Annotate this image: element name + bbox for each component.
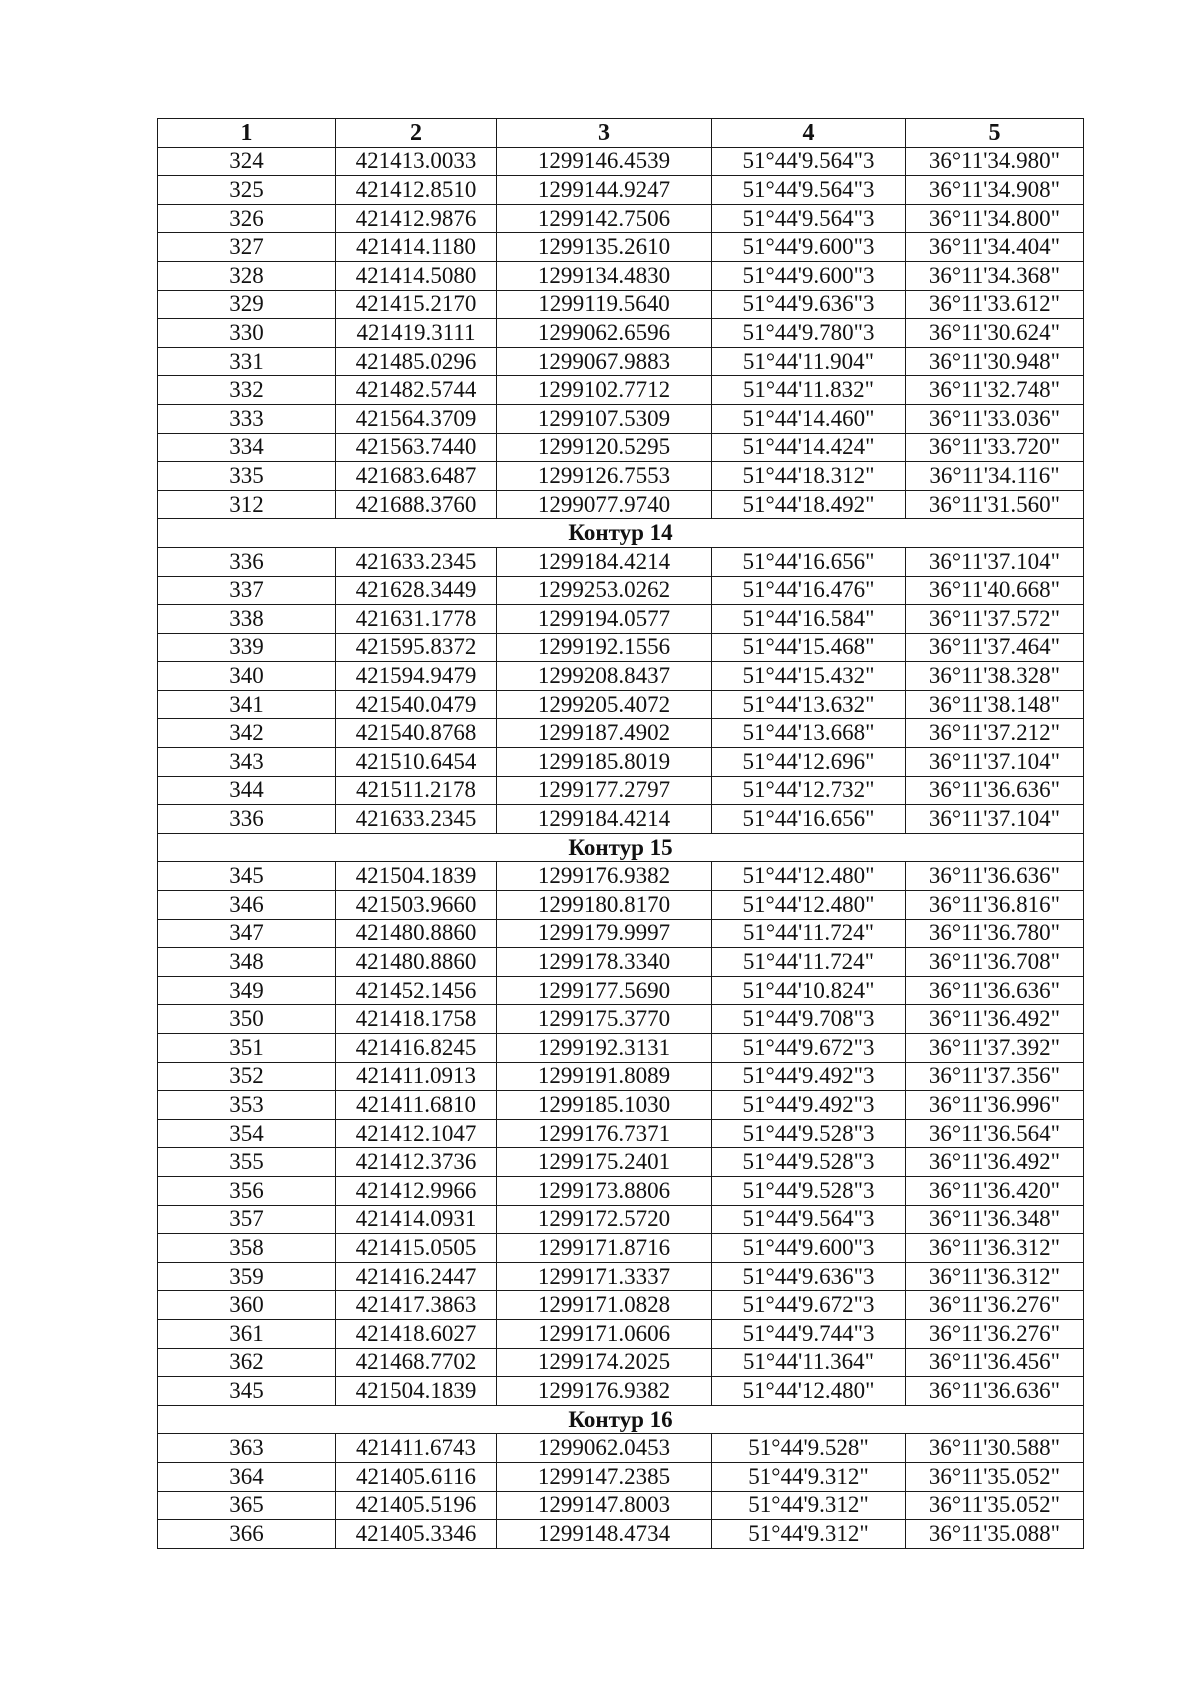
point-number-cell: 325 [158, 176, 336, 205]
x-coordinate-cell: 421415.0505 [336, 1234, 497, 1263]
latitude-cell: 51°44'9.672"3 [712, 1034, 906, 1063]
y-coordinate-cell: 1299174.2025 [497, 1348, 712, 1377]
longitude-cell: 36°11'36.816" [906, 891, 1084, 920]
longitude-cell: 36°11'34.800" [906, 204, 1084, 233]
x-coordinate-cell: 421633.2345 [336, 547, 497, 576]
point-number-cell: 342 [158, 719, 336, 748]
point-number-cell: 365 [158, 1491, 336, 1520]
table-row [158, 862, 1084, 891]
table-row [158, 1520, 1084, 1549]
latitude-cell: 51°44'9.564"3 [712, 147, 906, 176]
longitude-cell: 36°11'37.104" [906, 547, 1084, 576]
latitude-cell: 51°44'9.528"3 [712, 1176, 906, 1205]
table-row [158, 1234, 1084, 1263]
longitude-cell: 36°11'35.052" [906, 1491, 1084, 1520]
x-coordinate-cell: 421482.5744 [336, 376, 497, 405]
latitude-cell: 51°44'9.312" [712, 1462, 906, 1491]
latitude-cell: 51°44'11.724" [712, 919, 906, 948]
x-coordinate-cell: 421480.8860 [336, 919, 497, 948]
point-number-cell: 344 [158, 776, 336, 805]
latitude-cell: 51°44'9.492"3 [712, 1062, 906, 1091]
longitude-cell: 36°11'34.116" [906, 462, 1084, 491]
y-coordinate-cell: 1299126.7553 [497, 462, 712, 491]
longitude-cell: 36°11'36.996" [906, 1091, 1084, 1120]
table-row [158, 1205, 1084, 1234]
x-coordinate-cell: 421418.6027 [336, 1319, 497, 1348]
longitude-cell: 36°11'38.148" [906, 690, 1084, 719]
point-number-cell: 360 [158, 1291, 336, 1320]
table-row [158, 1348, 1084, 1377]
longitude-cell: 36°11'30.948" [906, 347, 1084, 376]
longitude-cell: 36°11'37.104" [906, 805, 1084, 834]
point-number-cell: 357 [158, 1205, 336, 1234]
point-number-cell: 329 [158, 290, 336, 319]
y-coordinate-cell: 1299177.2797 [497, 776, 712, 805]
point-number-cell: 333 [158, 404, 336, 433]
longitude-cell: 36°11'36.276" [906, 1291, 1084, 1320]
latitude-cell: 51°44'9.636"3 [712, 290, 906, 319]
x-coordinate-cell: 421504.1839 [336, 862, 497, 891]
x-coordinate-cell: 421485.0296 [336, 347, 497, 376]
latitude-cell: 51°44'9.528"3 [712, 1119, 906, 1148]
table-row [158, 719, 1084, 748]
y-coordinate-cell: 1299176.9382 [497, 862, 712, 891]
longitude-cell: 36°11'36.348" [906, 1205, 1084, 1234]
point-number-cell: 337 [158, 576, 336, 605]
latitude-cell: 51°44'9.672"3 [712, 1291, 906, 1320]
contour-heading: Контур 15 [158, 833, 1084, 862]
table-row [158, 1434, 1084, 1463]
table-row [158, 662, 1084, 691]
longitude-cell: 36°11'37.464" [906, 633, 1084, 662]
column-header-4: 4 [712, 119, 906, 148]
latitude-cell: 51°44'13.632" [712, 690, 906, 719]
latitude-cell: 51°44'12.480" [712, 1377, 906, 1406]
point-number-cell: 362 [158, 1348, 336, 1377]
longitude-cell: 36°11'37.356" [906, 1062, 1084, 1091]
point-number-cell: 351 [158, 1034, 336, 1063]
table-row [158, 919, 1084, 948]
y-coordinate-cell: 1299077.9740 [497, 490, 712, 519]
latitude-cell: 51°44'14.424" [712, 433, 906, 462]
x-coordinate-cell: 421405.3346 [336, 1520, 497, 1549]
x-coordinate-cell: 421412.1047 [336, 1119, 497, 1148]
x-coordinate-cell: 421504.1839 [336, 1377, 497, 1406]
latitude-cell: 51°44'9.312" [712, 1491, 906, 1520]
x-coordinate-cell: 421414.0931 [336, 1205, 497, 1234]
latitude-cell: 51°44'16.656" [712, 547, 906, 576]
y-coordinate-cell: 1299175.2401 [497, 1148, 712, 1177]
latitude-cell: 51°44'11.724" [712, 948, 906, 977]
y-coordinate-cell: 1299147.8003 [497, 1491, 712, 1520]
longitude-cell: 36°11'34.368" [906, 261, 1084, 290]
table-row [158, 605, 1084, 634]
column-header-5: 5 [906, 119, 1084, 148]
point-number-cell: 331 [158, 347, 336, 376]
y-coordinate-cell: 1299147.2385 [497, 1462, 712, 1491]
longitude-cell: 36°11'37.392" [906, 1034, 1084, 1063]
x-coordinate-cell: 421633.2345 [336, 805, 497, 834]
table-row [158, 547, 1084, 576]
point-number-cell: 354 [158, 1119, 336, 1148]
table-row [158, 462, 1084, 491]
table-row [158, 805, 1084, 834]
table-row [158, 948, 1084, 977]
x-coordinate-cell: 421683.6487 [336, 462, 497, 491]
longitude-cell: 36°11'33.720" [906, 433, 1084, 462]
latitude-cell: 51°44'16.476" [712, 576, 906, 605]
y-coordinate-cell: 1299172.5720 [497, 1205, 712, 1234]
longitude-cell: 36°11'36.636" [906, 1377, 1084, 1406]
table-row [158, 1491, 1084, 1520]
point-number-cell: 324 [158, 147, 336, 176]
point-number-cell: 332 [158, 376, 336, 405]
latitude-cell: 51°44'14.460" [712, 404, 906, 433]
latitude-cell: 51°44'16.584" [712, 605, 906, 634]
x-coordinate-cell: 421563.7440 [336, 433, 497, 462]
longitude-cell: 36°11'36.492" [906, 1005, 1084, 1034]
x-coordinate-cell: 421468.7702 [336, 1348, 497, 1377]
x-coordinate-cell: 421510.6454 [336, 748, 497, 777]
longitude-cell: 36°11'38.328" [906, 662, 1084, 691]
point-number-cell: 328 [158, 261, 336, 290]
longitude-cell: 36°11'37.212" [906, 719, 1084, 748]
table-row [158, 147, 1084, 176]
table-row [158, 690, 1084, 719]
latitude-cell: 51°44'9.312" [712, 1520, 906, 1549]
x-coordinate-cell: 421564.3709 [336, 404, 497, 433]
table-row [158, 1034, 1084, 1063]
table-row [158, 1119, 1084, 1148]
y-coordinate-cell: 1299119.5640 [497, 290, 712, 319]
x-coordinate-cell: 421411.6743 [336, 1434, 497, 1463]
y-coordinate-cell: 1299062.0453 [497, 1434, 712, 1463]
table-row [158, 748, 1084, 777]
y-coordinate-cell: 1299107.5309 [497, 404, 712, 433]
y-coordinate-cell: 1299148.4734 [497, 1520, 712, 1549]
point-number-cell: 366 [158, 1520, 336, 1549]
y-coordinate-cell: 1299179.9997 [497, 919, 712, 948]
point-number-cell: 326 [158, 204, 336, 233]
longitude-cell: 36°11'36.492" [906, 1148, 1084, 1177]
longitude-cell: 36°11'36.780" [906, 919, 1084, 948]
longitude-cell: 36°11'36.636" [906, 976, 1084, 1005]
point-number-cell: 364 [158, 1462, 336, 1491]
latitude-cell: 51°44'9.600"3 [712, 233, 906, 262]
y-coordinate-cell: 1299175.3770 [497, 1005, 712, 1034]
longitude-cell: 36°11'36.276" [906, 1319, 1084, 1348]
longitude-cell: 36°11'30.624" [906, 319, 1084, 348]
point-number-cell: 359 [158, 1262, 336, 1291]
document-page [157, 118, 1083, 1549]
column-header-2: 2 [336, 119, 497, 148]
point-number-cell: 347 [158, 919, 336, 948]
x-coordinate-cell: 421511.2178 [336, 776, 497, 805]
x-coordinate-cell: 421411.6810 [336, 1091, 497, 1120]
y-coordinate-cell: 1299192.3131 [497, 1034, 712, 1063]
y-coordinate-cell: 1299253.0262 [497, 576, 712, 605]
table-row [158, 1091, 1084, 1120]
longitude-cell: 36°11'35.052" [906, 1462, 1084, 1491]
latitude-cell: 51°44'9.780"3 [712, 319, 906, 348]
x-coordinate-cell: 421419.3111 [336, 319, 497, 348]
latitude-cell: 51°44'9.564"3 [712, 1205, 906, 1234]
latitude-cell: 51°44'16.656" [712, 805, 906, 834]
point-number-cell: 312 [158, 490, 336, 519]
point-number-cell: 350 [158, 1005, 336, 1034]
longitude-cell: 36°11'34.908" [906, 176, 1084, 205]
longitude-cell: 36°11'35.088" [906, 1520, 1084, 1549]
point-number-cell: 361 [158, 1319, 336, 1348]
x-coordinate-cell: 421412.8510 [336, 176, 497, 205]
y-coordinate-cell: 1299171.0828 [497, 1291, 712, 1320]
y-coordinate-cell: 1299191.8089 [497, 1062, 712, 1091]
contour-heading: Контур 16 [158, 1405, 1084, 1434]
longitude-cell: 36°11'40.668" [906, 576, 1084, 605]
table-row [158, 1291, 1084, 1320]
point-number-cell: 335 [158, 462, 336, 491]
x-coordinate-cell: 421628.3449 [336, 576, 497, 605]
y-coordinate-cell: 1299194.0577 [497, 605, 712, 634]
latitude-cell: 51°44'12.732" [712, 776, 906, 805]
y-coordinate-cell: 1299178.3340 [497, 948, 712, 977]
table-row [158, 319, 1084, 348]
y-coordinate-cell: 1299208.8437 [497, 662, 712, 691]
longitude-cell: 36°11'36.312" [906, 1262, 1084, 1291]
x-coordinate-cell: 421405.6116 [336, 1462, 497, 1491]
point-number-cell: 363 [158, 1434, 336, 1463]
latitude-cell: 51°44'9.708"3 [712, 1005, 906, 1034]
table-row [158, 633, 1084, 662]
column-header-1: 1 [158, 119, 336, 148]
x-coordinate-cell: 421631.1778 [336, 605, 497, 634]
x-coordinate-cell: 421594.9479 [336, 662, 497, 691]
x-coordinate-cell: 421412.3736 [336, 1148, 497, 1177]
latitude-cell: 51°44'9.636"3 [712, 1262, 906, 1291]
longitude-cell: 36°11'30.588" [906, 1434, 1084, 1463]
y-coordinate-cell: 1299171.8716 [497, 1234, 712, 1263]
table-row [158, 1462, 1084, 1491]
y-coordinate-cell: 1299184.4214 [497, 805, 712, 834]
x-coordinate-cell: 421417.3863 [336, 1291, 497, 1320]
point-number-cell: 348 [158, 948, 336, 977]
section-row [158, 1405, 1084, 1434]
latitude-cell: 51°44'13.668" [712, 719, 906, 748]
latitude-cell: 51°44'18.492" [712, 490, 906, 519]
point-number-cell: 345 [158, 1377, 336, 1406]
table-row [158, 976, 1084, 1005]
point-number-cell: 341 [158, 690, 336, 719]
y-coordinate-cell: 1299176.7371 [497, 1119, 712, 1148]
latitude-cell: 51°44'10.824" [712, 976, 906, 1005]
latitude-cell: 51°44'9.564"3 [712, 176, 906, 205]
longitude-cell: 36°11'36.456" [906, 1348, 1084, 1377]
y-coordinate-cell: 1299185.1030 [497, 1091, 712, 1120]
latitude-cell: 51°44'9.528"3 [712, 1148, 906, 1177]
table-row [158, 1062, 1084, 1091]
y-coordinate-cell: 1299192.1556 [497, 633, 712, 662]
point-number-cell: 327 [158, 233, 336, 262]
longitude-cell: 36°11'37.572" [906, 605, 1084, 634]
point-number-cell: 336 [158, 547, 336, 576]
y-coordinate-cell: 1299184.4214 [497, 547, 712, 576]
point-number-cell: 343 [158, 748, 336, 777]
latitude-cell: 51°44'9.564"3 [712, 204, 906, 233]
latitude-cell: 51°44'9.528" [712, 1434, 906, 1463]
x-coordinate-cell: 421412.9876 [336, 204, 497, 233]
point-number-cell: 334 [158, 433, 336, 462]
x-coordinate-cell: 421595.8372 [336, 633, 497, 662]
table-row [158, 376, 1084, 405]
x-coordinate-cell: 421503.9660 [336, 891, 497, 920]
y-coordinate-cell: 1299134.4830 [497, 261, 712, 290]
x-coordinate-cell: 421540.8768 [336, 719, 497, 748]
point-number-cell: 356 [158, 1176, 336, 1205]
table-row [158, 433, 1084, 462]
longitude-cell: 36°11'36.312" [906, 1234, 1084, 1263]
y-coordinate-cell: 1299135.2610 [497, 233, 712, 262]
table-row [158, 490, 1084, 519]
point-number-cell: 330 [158, 319, 336, 348]
latitude-cell: 51°44'12.696" [712, 748, 906, 777]
longitude-cell: 36°11'31.560" [906, 490, 1084, 519]
longitude-cell: 36°11'33.036" [906, 404, 1084, 433]
table-body [158, 147, 1084, 1548]
longitude-cell: 36°11'36.420" [906, 1176, 1084, 1205]
longitude-cell: 36°11'32.748" [906, 376, 1084, 405]
point-number-cell: 349 [158, 976, 336, 1005]
point-number-cell: 338 [158, 605, 336, 634]
latitude-cell: 51°44'18.312" [712, 462, 906, 491]
latitude-cell: 51°44'12.480" [712, 862, 906, 891]
latitude-cell: 51°44'12.480" [712, 891, 906, 920]
y-coordinate-cell: 1299180.8170 [497, 891, 712, 920]
y-coordinate-cell: 1299102.7712 [497, 376, 712, 405]
x-coordinate-cell: 421411.0913 [336, 1062, 497, 1091]
y-coordinate-cell: 1299177.5690 [497, 976, 712, 1005]
section-row [158, 833, 1084, 862]
longitude-cell: 36°11'36.636" [906, 862, 1084, 891]
table-row [158, 347, 1084, 376]
x-coordinate-cell: 421418.1758 [336, 1005, 497, 1034]
point-number-cell: 340 [158, 662, 336, 691]
point-number-cell: 346 [158, 891, 336, 920]
point-number-cell: 336 [158, 805, 336, 834]
x-coordinate-cell: 421416.8245 [336, 1034, 497, 1063]
x-coordinate-cell: 421416.2447 [336, 1262, 497, 1291]
y-coordinate-cell: 1299171.3337 [497, 1262, 712, 1291]
latitude-cell: 51°44'9.492"3 [712, 1091, 906, 1120]
contour-heading: Контур 14 [158, 519, 1084, 548]
point-number-cell: 352 [158, 1062, 336, 1091]
table-row [158, 404, 1084, 433]
x-coordinate-cell: 421412.9966 [336, 1176, 497, 1205]
longitude-cell: 36°11'37.104" [906, 748, 1084, 777]
point-number-cell: 358 [158, 1234, 336, 1263]
longitude-cell: 36°11'36.564" [906, 1119, 1084, 1148]
y-coordinate-cell: 1299173.8806 [497, 1176, 712, 1205]
longitude-cell: 36°11'34.404" [906, 233, 1084, 262]
point-number-cell: 345 [158, 862, 336, 891]
y-coordinate-cell: 1299142.7506 [497, 204, 712, 233]
y-coordinate-cell: 1299062.6596 [497, 319, 712, 348]
table-row [158, 576, 1084, 605]
table-row [158, 1005, 1084, 1034]
x-coordinate-cell: 421405.5196 [336, 1491, 497, 1520]
table-row [158, 1319, 1084, 1348]
latitude-cell: 51°44'15.468" [712, 633, 906, 662]
table-row [158, 290, 1084, 319]
y-coordinate-cell: 1299171.0606 [497, 1319, 712, 1348]
table-row [158, 176, 1084, 205]
x-coordinate-cell: 421452.1456 [336, 976, 497, 1005]
x-coordinate-cell: 421414.5080 [336, 261, 497, 290]
x-coordinate-cell: 421414.1180 [336, 233, 497, 262]
table-row [158, 1262, 1084, 1291]
section-row [158, 519, 1084, 548]
longitude-cell: 36°11'36.636" [906, 776, 1084, 805]
point-number-cell: 355 [158, 1148, 336, 1177]
latitude-cell: 51°44'9.600"3 [712, 1234, 906, 1263]
x-coordinate-cell: 421415.2170 [336, 290, 497, 319]
longitude-cell: 36°11'34.980" [906, 147, 1084, 176]
table-row [158, 233, 1084, 262]
y-coordinate-cell: 1299187.4902 [497, 719, 712, 748]
y-coordinate-cell: 1299146.4539 [497, 147, 712, 176]
y-coordinate-cell: 1299067.9883 [497, 347, 712, 376]
point-number-cell: 339 [158, 633, 336, 662]
table-row [158, 1148, 1084, 1177]
latitude-cell: 51°44'11.904" [712, 347, 906, 376]
table-row [158, 204, 1084, 233]
latitude-cell: 51°44'9.600"3 [712, 261, 906, 290]
latitude-cell: 51°44'9.744"3 [712, 1319, 906, 1348]
x-coordinate-cell: 421688.3760 [336, 490, 497, 519]
latitude-cell: 51°44'11.364" [712, 1348, 906, 1377]
y-coordinate-cell: 1299176.9382 [497, 1377, 712, 1406]
longitude-cell: 36°11'36.708" [906, 948, 1084, 977]
table-row [158, 891, 1084, 920]
latitude-cell: 51°44'15.432" [712, 662, 906, 691]
table-header-row [158, 119, 1084, 148]
y-coordinate-cell: 1299144.9247 [497, 176, 712, 205]
x-coordinate-cell: 421413.0033 [336, 147, 497, 176]
point-number-cell: 353 [158, 1091, 336, 1120]
coordinates-table [157, 118, 1084, 1549]
x-coordinate-cell: 421480.8860 [336, 948, 497, 977]
table-row [158, 776, 1084, 805]
y-coordinate-cell: 1299205.4072 [497, 690, 712, 719]
y-coordinate-cell: 1299185.8019 [497, 748, 712, 777]
table-row [158, 1377, 1084, 1406]
column-header-3: 3 [497, 119, 712, 148]
longitude-cell: 36°11'33.612" [906, 290, 1084, 319]
latitude-cell: 51°44'11.832" [712, 376, 906, 405]
y-coordinate-cell: 1299120.5295 [497, 433, 712, 462]
table-row [158, 1176, 1084, 1205]
x-coordinate-cell: 421540.0479 [336, 690, 497, 719]
table-row [158, 261, 1084, 290]
